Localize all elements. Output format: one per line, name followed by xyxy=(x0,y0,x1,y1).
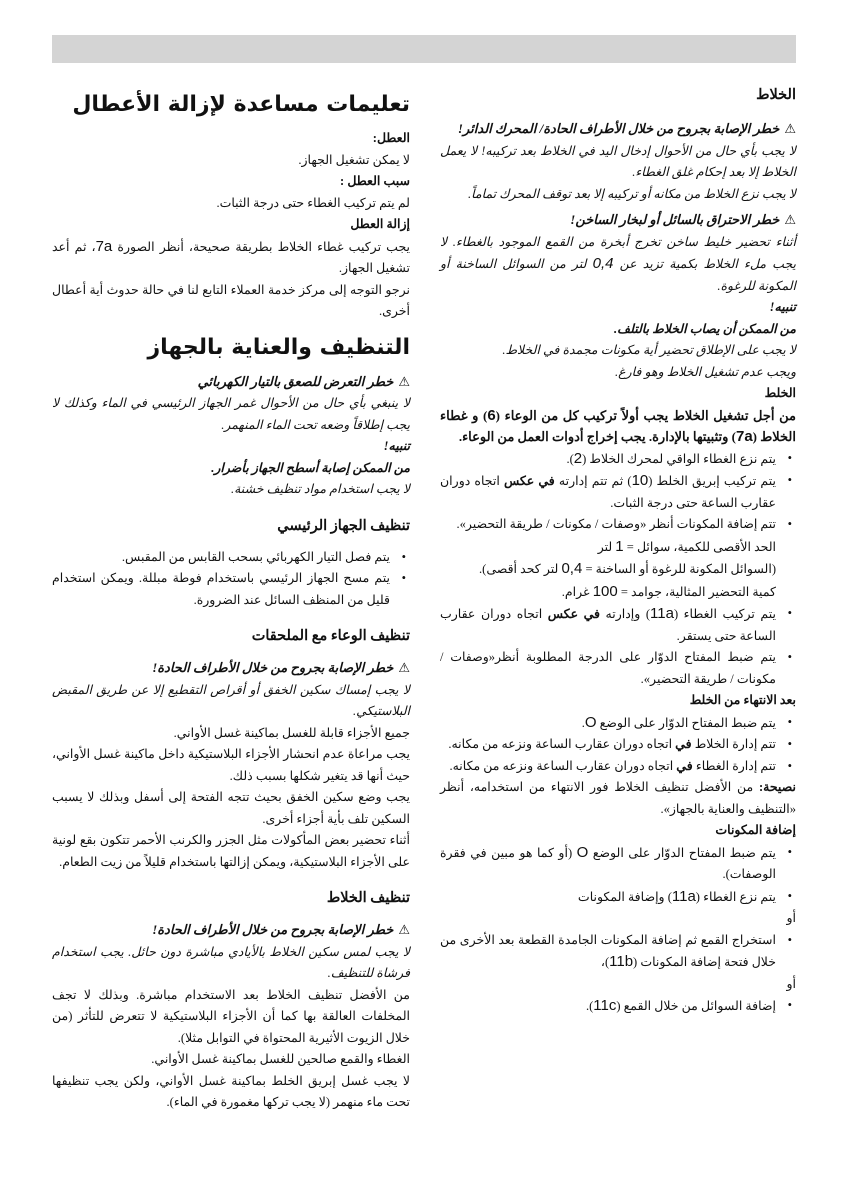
text-run: كمية التحضير المثالية، جوامد = xyxy=(617,584,776,599)
paragraph xyxy=(52,985,410,1050)
text-run: لا ينبغي بأي حال من الأحوال غمر الجهاز الرئيسي في الماء وكذلك لا يجب إطلاقاً وضعه تحت الماء المنهمر. xyxy=(52,396,410,432)
reference-number: 11c xyxy=(593,997,617,1014)
text-run: غرام. xyxy=(561,584,593,599)
text-run: يتم فصل التيار الكهربائي بسحب القابس من المقبس. xyxy=(121,549,390,564)
caution-text xyxy=(440,184,796,206)
text-run: لا يجب بأي حال من الأحوال إدخال اليد في الخلاط بعد تركيبه! لا يعمل الخلاط إلا بعد إحكام غلق الغطاء. xyxy=(440,143,796,179)
text-run: أثناء تحضير بعض المأكولات مثل الجزر والكرنب الأحمر تتكون بقع لونية على الأجزاء البلاستيكية، ويمكن إزالتها باستخدام قليلاً من زيت الطعام. xyxy=(52,833,410,869)
text-run: استخراج القمع ثم إضافة المكونات الجامدة القطعة بعد الأخرى من خلال فتحة إضافة المكونات ( xyxy=(440,932,776,969)
caution-text xyxy=(52,680,410,723)
warning-heading xyxy=(440,209,796,232)
text-run: من الممكن إصابة أسطح الجهاز بأضرار. xyxy=(211,460,410,475)
reference-number: 7a xyxy=(735,428,753,445)
text-run: اتجاه دوران عقارب الساعة حتى درجة الثبات. xyxy=(440,474,776,510)
reference-number: 11a xyxy=(650,605,674,622)
text-run: من الأفضل تنظيف الخلاط بعد الاستخدام مباشرة. وبذلك لا تجف المخلفات العالقة بها كما أن الأجزاء البلاستيكية لا تتعرض للتأثر (من خلال الزيوت الأثيرية المحتواة في التوابل مثلا). xyxy=(52,987,410,1045)
text-run: خطر الإصابة بجروح من خلال الأطراف الحادة! xyxy=(152,922,394,937)
warning-heading xyxy=(440,118,796,141)
reference-number: 0,4 xyxy=(592,255,614,272)
caution-text xyxy=(52,942,410,985)
text-run: جميع الأجزاء قابلة للغسل بماكينة غسل الأواني. xyxy=(173,725,410,740)
text-run: لا يجب غسل إبريق الخلط بماكينة غسل الأواني، ولكن يجب تنظيفها تحت ماء منهمر (لا يجب تركها مغمورة في الماء). xyxy=(52,1073,410,1109)
text-run: خطر الاحتراق بالسائل أو لبخار الساخن! xyxy=(570,212,780,227)
text-run: يتم ضبط المفتاح الدوّار على الوضع xyxy=(588,845,776,860)
text-run: . xyxy=(581,715,585,730)
text-run: الخلاط xyxy=(756,87,796,103)
list-item xyxy=(52,568,410,611)
caution-text xyxy=(440,141,796,184)
reference-number: 10 xyxy=(631,472,649,489)
indented-line xyxy=(440,558,796,581)
reference-number: 0,4 xyxy=(561,560,583,577)
bold-label xyxy=(52,214,410,236)
warning-triangle-icon: ⚠ xyxy=(784,213,796,228)
caution-label xyxy=(440,319,796,341)
reference-number: 11a xyxy=(671,887,696,905)
paragraph xyxy=(440,908,796,930)
list-item xyxy=(440,930,796,974)
caution-label xyxy=(52,458,410,480)
text-run: أثناء تحضير خليط ساخن تخرج أبخرة من القمع الموجود بالغطاء. لا يجب ملء الخلاط بكمية تزيد عن xyxy=(440,234,796,271)
text-run: تتم إضافة المكونات أنظر «وصفات / مكونات / طريقة التحضير». xyxy=(456,517,776,531)
paragraph xyxy=(52,1049,410,1071)
text-run: سبب العطل : xyxy=(340,174,410,188)
text-run: يتم ضبط المفتاح الدوّار على الوضع xyxy=(596,715,776,730)
text-run: لا يجب استخدام مواد تنظيف خشنة. xyxy=(230,482,410,496)
text-run: يتم نزع الغطاء الواقي لمحرك الخلاط ( xyxy=(582,451,776,466)
text-run: يتم تركيب إبريق الخلط ( xyxy=(648,474,776,488)
text-run: يجب تركيب غطاء الخلاط بطريقة صحيحة، أنظر الصورة xyxy=(112,239,411,254)
text-run: اتجاه دوران عقارب الساعة ونزعه من مكانه. xyxy=(448,737,676,751)
text-run: ، ثم أعد تشغيل الجهاز. xyxy=(52,239,410,275)
list-item xyxy=(440,995,796,1018)
paragraph xyxy=(52,193,410,215)
paragraph xyxy=(52,236,410,280)
bold-label xyxy=(52,171,410,193)
text-run: يتم مسح الجهاز الرئيسي باستخدام فوطة مبللة. ويمكن استخدام قليل من المنظف السائل عند الضرورة. xyxy=(52,571,390,607)
text-run: تتم إدارة الخلاط xyxy=(691,737,776,751)
text-run: ) وإدارته xyxy=(599,607,651,621)
text-run: ) وتثبيتها بالإدارة. يجب إخراج أدوات العمل من الوعاء. xyxy=(458,429,736,444)
caution-text xyxy=(440,232,796,298)
text-run: ). xyxy=(566,451,574,466)
warning-heading xyxy=(52,371,410,394)
text-run: لا يجب على الإطلاق تحضير أية مكونات مجمدة في الخلاط. xyxy=(502,343,796,357)
text-run: نرجو التوجه إلى مركز خدمة العملاء التابع لنا في حالة حدوث أية أعطال أخرى. xyxy=(52,282,410,318)
list-item xyxy=(440,712,796,735)
text-run: )، xyxy=(600,955,610,969)
paragraph xyxy=(440,777,796,820)
bold-label xyxy=(440,383,796,405)
list-item xyxy=(440,842,796,886)
emphasis-text: نصيحة: xyxy=(758,780,796,794)
section-heading xyxy=(440,84,796,106)
text-run: تعليمات مساعدة لإزالة الأعطال xyxy=(72,92,410,117)
caution-label xyxy=(440,297,796,319)
text-run: تنبيه! xyxy=(383,439,410,453)
text-run: إضافة المكونات xyxy=(715,823,796,837)
list-item xyxy=(440,647,796,690)
warning-triangle-icon: ⚠ xyxy=(398,374,410,390)
left-column xyxy=(52,80,410,1114)
text-run: لم يتم تركيب الغطاء حتى درجة الثبات. xyxy=(216,195,410,210)
text-run: التنظيف والعناية بالجهاز xyxy=(147,334,410,360)
caution-text xyxy=(52,393,410,436)
list-item xyxy=(440,603,796,647)
text-run: يجب وضع سكين الخفق بحيث تتجه الفتحة إلى أسفل وبذلك لا يسبب السكين تلف بأية أجزاء أخرى. xyxy=(52,790,410,826)
text-run: من الأفضل تنظيف الخلاط فور الانتهاء من استخدامه، أنظر «التنظيف والعناية بالجهاز». xyxy=(440,780,796,816)
warning-heading xyxy=(52,657,410,680)
paragraph xyxy=(52,723,410,745)
text-run: يجب مراعاة عدم انحشار الأجزاء البلاستيكية داخل ماكينة غسل الأواني، حيث أنها قد يتغير شكلها بسبب ذلك. xyxy=(52,747,410,783)
reference-number: 7a xyxy=(95,237,113,255)
list-item xyxy=(440,470,796,514)
text-run: أو xyxy=(786,911,796,925)
reference-number: 11b xyxy=(609,953,634,970)
reference-number: O xyxy=(576,843,589,861)
list-item xyxy=(440,756,796,778)
reference-number: 100 xyxy=(592,582,618,600)
text-run: لتر xyxy=(597,539,616,554)
text-run: من أجل تشغيل الخلاط يجب أولاً تركيب كل من الوعاء ( xyxy=(495,407,796,423)
text-run: الخلط xyxy=(764,386,796,400)
paragraph xyxy=(52,1071,410,1114)
paragraph xyxy=(52,150,410,172)
text-run: أو xyxy=(786,976,796,991)
text-run: لا يجب إمساك سكين الخفق أو أقراص التقطيع إلا عن طريق المقبض البلاستيكي. xyxy=(52,682,410,718)
warning-triangle-icon: ⚠ xyxy=(784,122,796,137)
bold-label xyxy=(52,128,410,150)
list-item xyxy=(440,734,796,756)
text-run: تنظيف الجهاز الرئيسي xyxy=(277,517,410,534)
text-run: ) وإضافة المكونات xyxy=(577,889,672,904)
text-run: الحد الأقصى للكمية، سوائل = xyxy=(623,539,776,554)
section-heading xyxy=(52,90,410,120)
bold-label xyxy=(440,690,796,712)
text-run: يتم ضبط المفتاح الدوّار على الدرجة المطلوبة أنظر«وصفات / مكونات / طريقة التحضير». xyxy=(440,650,776,686)
text-run: (السوائل المكونة للرغوة أو الساخنة = xyxy=(582,562,776,576)
text-run: اتجاه دوران عقارب الساعة ونزعه من مكانه. xyxy=(449,758,677,773)
paragraph xyxy=(52,787,410,830)
text-run: بعد الانتهاء من الخلط xyxy=(689,693,796,707)
caution-text xyxy=(440,362,796,384)
reference-number: O xyxy=(584,713,597,731)
paragraph xyxy=(52,744,410,787)
section-heading xyxy=(52,333,410,363)
caution-text xyxy=(440,340,796,362)
text-run: يتم نزع الغطاء ( xyxy=(695,889,776,904)
text-run: يتم تركيب الغطاء ( xyxy=(673,607,776,621)
reference-number: 1 xyxy=(615,537,624,555)
paragraph xyxy=(52,830,410,873)
instruction-paragraph xyxy=(440,405,796,448)
warning-heading xyxy=(52,919,410,942)
text-run: الغطاء والقمع صالحين للغسل بماكينة غسل الأواني. xyxy=(151,1052,410,1066)
text-run: ) ثم تتم إدارته xyxy=(554,474,632,488)
text-run: لتر كحد أقصى). xyxy=(479,562,562,576)
text-run: لتر من السوائل الساخنة أو المكونة للرغوة. xyxy=(440,257,796,293)
text-run: تنبيه! xyxy=(769,300,796,314)
paragraph xyxy=(440,974,796,996)
text-run: اتجاه دوران عقارب الساعة حتى يستقر. xyxy=(440,607,776,643)
text-run: ) و غطاء الخلاط ( xyxy=(440,407,796,444)
warning-triangle-icon: ⚠ xyxy=(398,661,410,676)
page-header-bar xyxy=(52,35,796,63)
subsection-heading xyxy=(52,625,410,647)
list-item xyxy=(52,547,410,569)
text-run: تنظيف الخلاط xyxy=(326,890,410,906)
reference-number: 6 xyxy=(487,406,496,424)
emphasis-text: في xyxy=(675,737,692,751)
emphasis-text: في عكس xyxy=(547,607,600,621)
subsection-heading xyxy=(52,887,410,909)
text-run: لا يمكن تشغيل الجهاز. xyxy=(298,152,410,167)
text-run: إزالة العطل xyxy=(350,217,410,231)
text-run: لا يجب لمس سكين الخلاط بالأيادي مباشرة دون حائل. يجب استخدام فرشاة للتنظيف. xyxy=(52,944,410,980)
warning-triangle-icon: ⚠ xyxy=(398,923,410,938)
list-item xyxy=(440,886,796,909)
emphasis-text: في عكس xyxy=(503,474,555,488)
reference-number: 2 xyxy=(573,449,583,467)
caution-text xyxy=(52,479,410,501)
paragraph xyxy=(52,280,410,323)
indented-line xyxy=(440,536,796,559)
text-run: إضافة السوائل من خلال القمع ( xyxy=(616,999,776,1013)
text-run: ويجب عدم تشغيل الخلاط وهو فارغ. xyxy=(615,364,796,379)
emphasis-text: في xyxy=(676,758,693,773)
text-run: من الممكن أن يصاب الخلاط بالتلف. xyxy=(614,321,796,336)
list-item xyxy=(440,448,796,471)
text-run: تتم إدارة الغطاء xyxy=(692,758,776,773)
text-run: لا يجب نزع الخلاط من مكانه أو تركيبه إلا بعد توقف المحرك تماماً. xyxy=(468,186,796,201)
caution-label xyxy=(52,436,410,458)
text-run: خطر التعرض للصعق بالتيار الكهربائي xyxy=(197,373,394,389)
text-run: خطر الإصابة بجروح من خلال الأطراف الحادة/ المحرك الدائر! xyxy=(457,121,780,136)
bold-label xyxy=(440,820,796,842)
text-run: خطر الإصابة بجروح من خلال الأطراف الحادة! xyxy=(152,660,394,675)
subsection-heading xyxy=(52,515,410,537)
list-item xyxy=(440,514,796,536)
right-column xyxy=(440,80,796,1018)
text-run: العطل: xyxy=(372,131,410,145)
text-run: تنظيف الوعاء مع الملحقات xyxy=(251,628,410,644)
indented-line xyxy=(440,581,796,604)
text-run: (أو كما هو مبين في فقرة الوصفات). xyxy=(440,845,776,881)
text-run: ). xyxy=(585,999,594,1013)
